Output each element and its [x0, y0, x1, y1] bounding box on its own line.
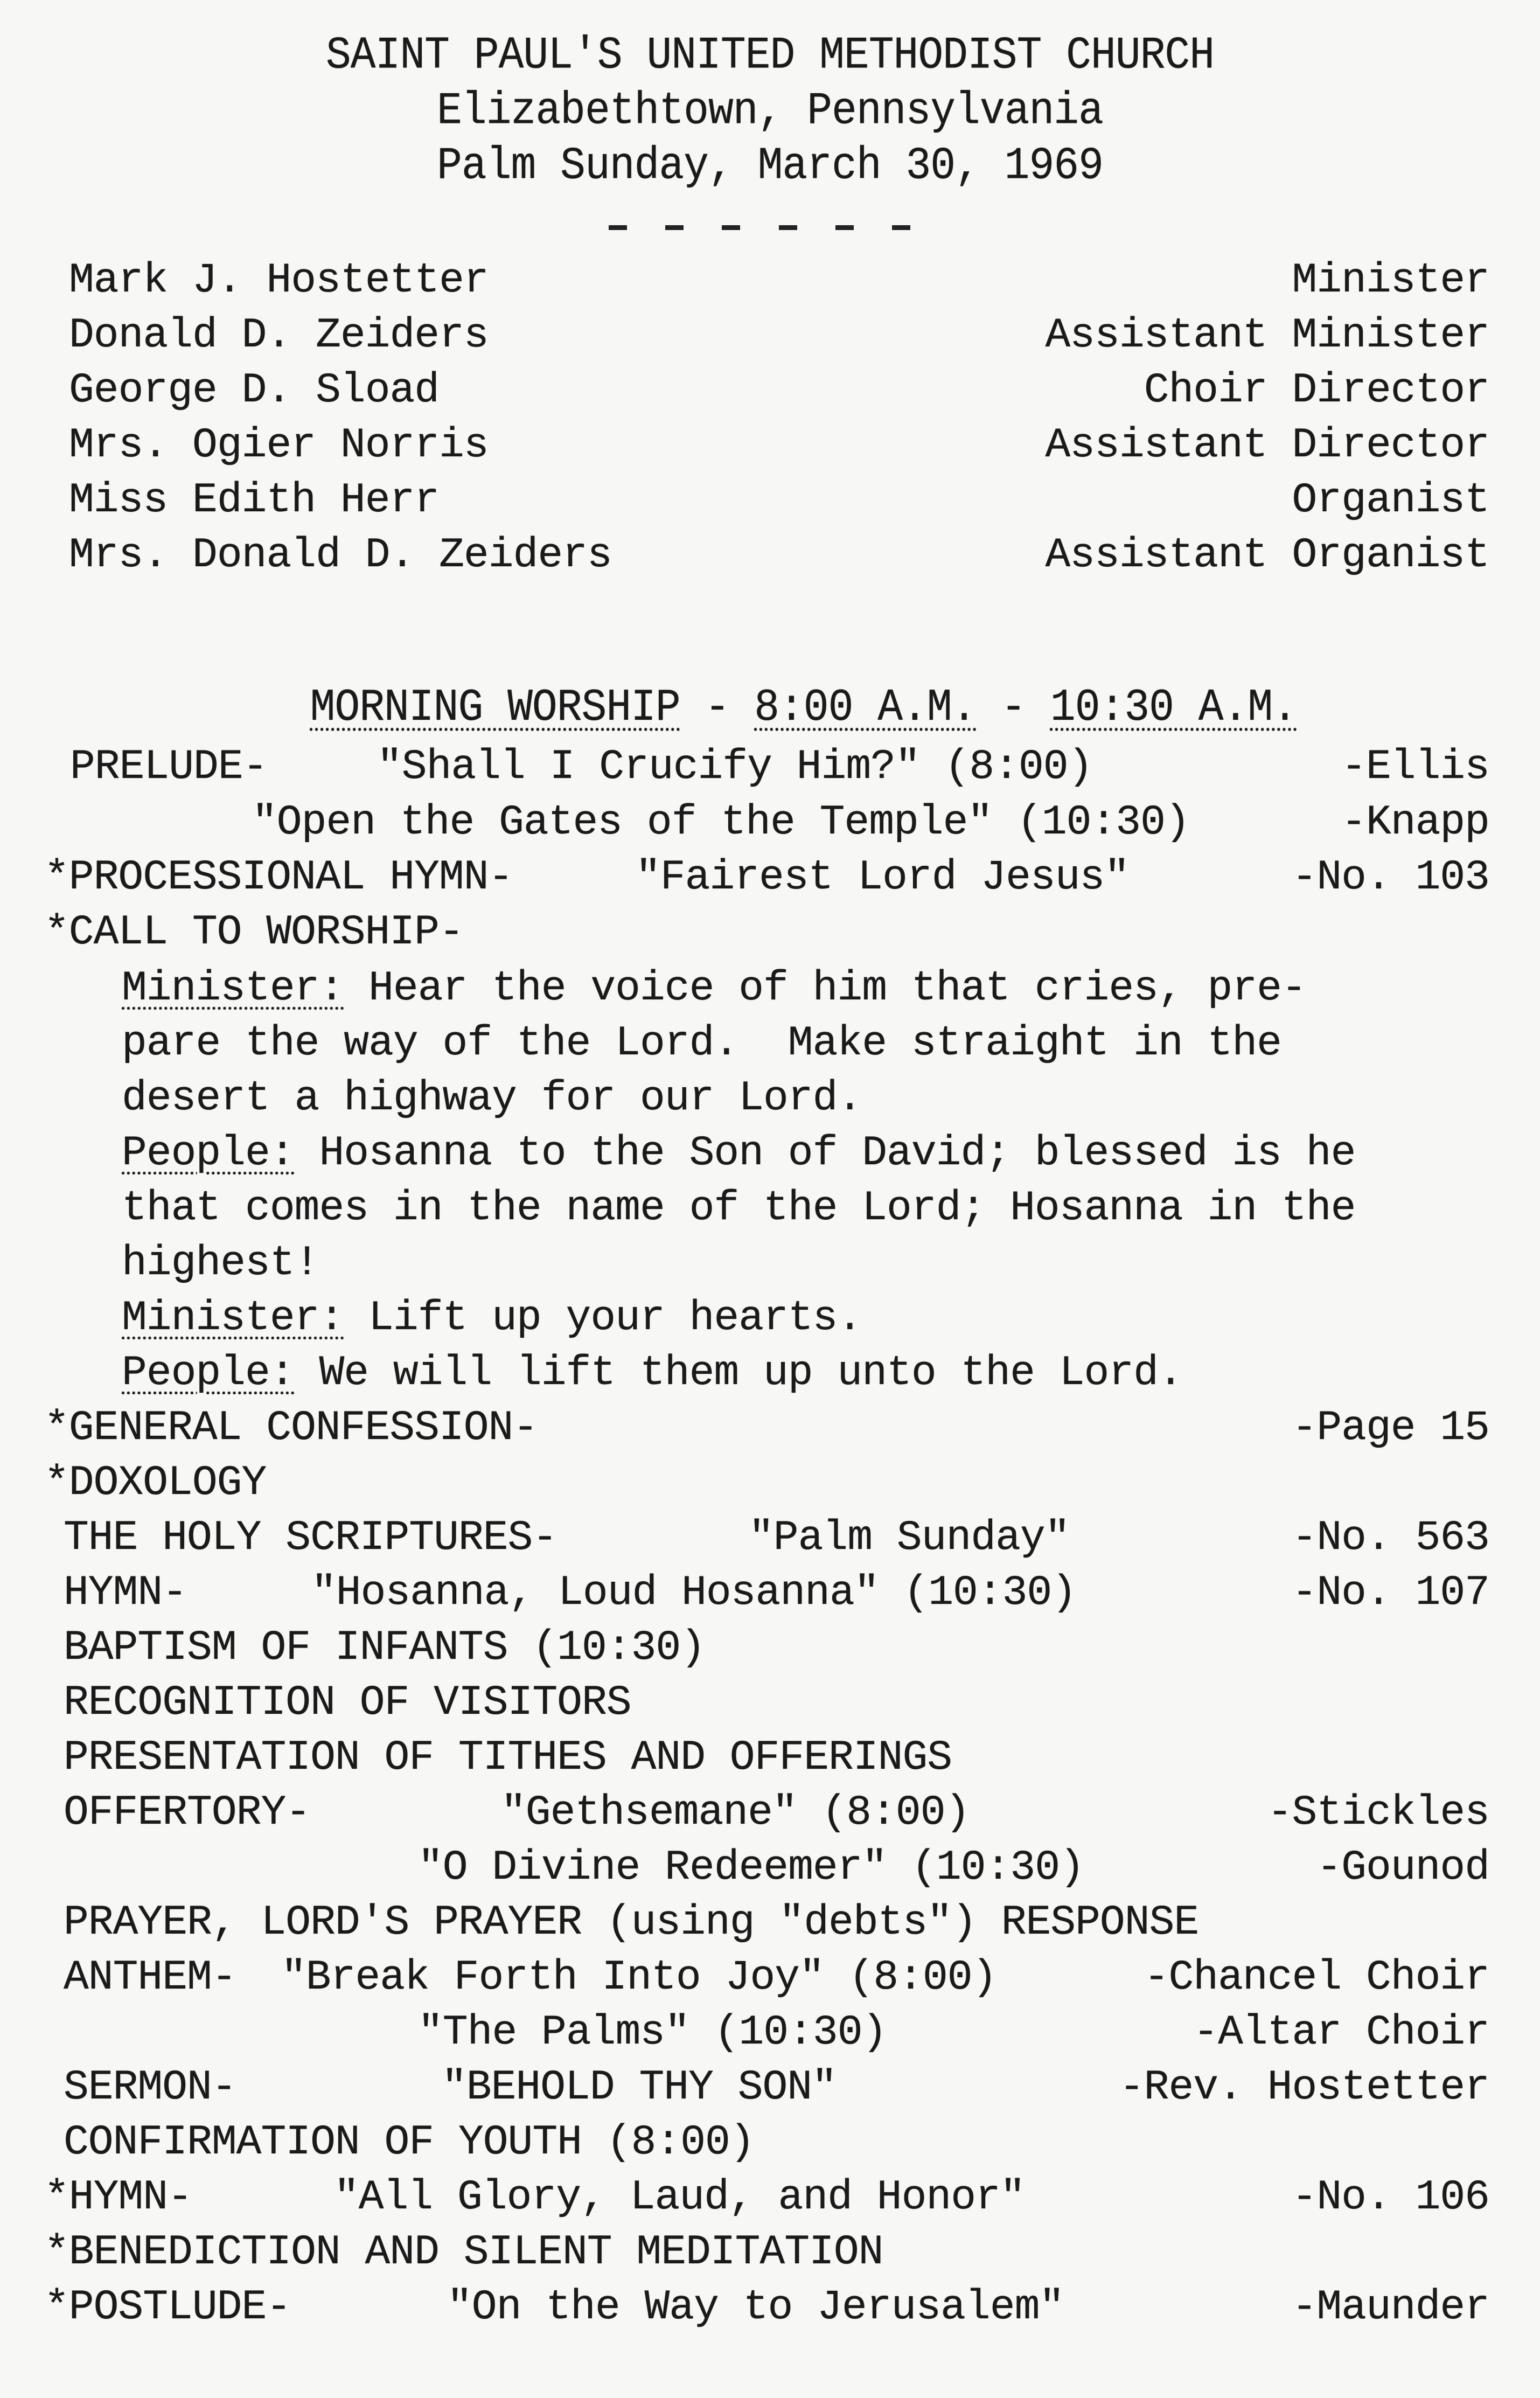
program-item-tithes [0, 1734, 1540, 1785]
item-credit: -No. 107 [1292, 1569, 1489, 1617]
service-heading: MORNING WORSHIP - 8:00 A.M. - 10:30 A.M. [310, 682, 1297, 734]
item-label: *POSTLUDE- [44, 2284, 291, 2331]
item-label: *HYMN- [44, 2174, 192, 2221]
item-label: ANTHEM- [64, 1954, 236, 2001]
staff-row [0, 312, 1540, 363]
litany-text: pare the way of the Lord. Make straight in the [122, 1020, 1281, 1067]
litany-text: Lift up your hearts. [344, 1295, 862, 1342]
item-title: "Gethsemane" (8:00) [501, 1789, 970, 1837]
item-label: *DOXOLOGY [44, 1459, 267, 1507]
program-item-call-to-worship [0, 909, 1540, 960]
staff-role: Assistant Minister [1045, 312, 1489, 359]
service-heading-title: MORNING WORSHIP [310, 682, 680, 734]
item-title: "On the Way to Jerusalem" [447, 2284, 1064, 2331]
staff-role: Organist [1292, 477, 1489, 524]
staff-row [0, 367, 1540, 418]
item-credit: -No. 563 [1292, 1514, 1489, 1562]
staff-name: Miss Edith Herr [69, 477, 440, 524]
program-item-offertory-2 [0, 1844, 1540, 1895]
service-time-early: 8:00 A.M. [754, 682, 977, 734]
staff-row [0, 534, 1540, 583]
item-credit: -No. 106 [1292, 2174, 1489, 2221]
litany-speaker: People: [122, 1350, 295, 1397]
staff-name: Donald D. Zeiders [69, 312, 489, 359]
item-credit: -Page 15 [1292, 1405, 1489, 1452]
program-item-anthem [0, 1954, 1540, 2005]
staff-row [0, 422, 1540, 473]
litany-line [0, 1297, 1540, 1346]
item-title: "The Palms" (10:30) [418, 2009, 887, 2056]
program-item-baptism [0, 1624, 1540, 1676]
staff-name: Mrs. Ogier Norris [69, 422, 489, 469]
item-label: THE HOLY SCRIPTURES- [64, 1514, 558, 1562]
litany-text: highest! [122, 1240, 319, 1287]
litany-line [0, 1132, 1540, 1181]
program-item-confirmation [0, 2119, 1540, 2170]
staff-name: George D. Sload [69, 367, 440, 414]
staff-role: Minister [1292, 257, 1489, 304]
item-title: "All Glory, Laud, and Honor" [334, 2174, 1025, 2221]
program-item-confession [0, 1407, 1540, 1456]
item-label: OFFERTORY- [64, 1789, 311, 1837]
item-credit: -Ellis [1341, 743, 1489, 791]
program-item-sermon [0, 2064, 1540, 2115]
program-item-prayer [0, 1899, 1540, 1950]
staff-role: Assistant Director [1045, 422, 1489, 469]
item-credit: -Rev. Hostetter [1119, 2064, 1489, 2111]
litany-line [0, 965, 1540, 1016]
item-credit: -Stickles [1267, 1789, 1489, 1837]
litany-line [0, 1352, 1540, 1401]
litany-text: Hear the voice of him that cries, pre- [344, 965, 1306, 1012]
item-label: PRESENTATION OF TITHES AND OFFERINGS [64, 1734, 952, 1782]
staff-role: Assistant Organist [1045, 532, 1489, 579]
item-credit: -Knapp [1341, 799, 1489, 846]
church-location: Elizabethtown, Pennsylvania [437, 86, 1103, 137]
staff-row [0, 479, 1540, 528]
item-credit: -Maunder [1292, 2284, 1489, 2331]
litany-line [0, 1020, 1540, 1071]
litany-speaker: Minister: [122, 965, 344, 1012]
litany-text: that comes in the name of the Lord; Hosanna in the [122, 1185, 1356, 1232]
litany-speaker: Minister: [122, 1295, 344, 1342]
item-credit: -No. 103 [1292, 854, 1489, 901]
item-label: SERMON- [64, 2064, 236, 2111]
item-title: "Break Forth Into Joy" (8:00) [281, 1954, 997, 2001]
litany-line [0, 1242, 1540, 1291]
program-item-scriptures [0, 1514, 1540, 1566]
program-item-doxology [0, 1459, 1540, 1511]
program-item-hymn [0, 1569, 1540, 1621]
item-label: RECOGNITION OF VISITORS [64, 1679, 631, 1727]
staff-name: Mrs. Donald D. Zeiders [69, 532, 612, 579]
program-item-offertory [0, 1789, 1540, 1840]
program-item-benediction [0, 2229, 1540, 2280]
program-item-visitors [0, 1679, 1540, 1730]
service-time-late: 10:30 A.M. [1050, 682, 1297, 734]
item-label: PRELUDE- [70, 743, 268, 791]
header-separator [609, 225, 910, 231]
item-title: "Palm Sunday" [749, 1514, 1070, 1562]
litany-line [0, 1187, 1540, 1236]
item-credit: -Gounod [1316, 1844, 1489, 1892]
item-label: *PROCESSIONAL HYMN- [44, 854, 513, 901]
item-label: HYMN- [64, 1569, 187, 1617]
program-item-postlude [0, 2286, 1540, 2335]
item-title: "Fairest Lord Jesus" [636, 854, 1130, 901]
program-item-anthem-2 [0, 2009, 1540, 2060]
item-label: BAPTISM OF INFANTS (10:30) [64, 1624, 705, 1672]
program-item-prelude [0, 743, 1540, 795]
item-title: "Open the Gates of the Temple" (10:30) [252, 799, 1190, 846]
litany-speaker: People: [122, 1130, 295, 1177]
item-credit: -Altar Choir [1193, 2009, 1489, 2056]
item-label: CONFIRMATION OF YOUTH (8:00) [64, 2119, 755, 2166]
litany-text: desert a highway for our Lord. [122, 1075, 862, 1122]
litany-text: We will lift them up unto the Lord. [294, 1350, 1183, 1397]
program-item-processional [0, 854, 1540, 905]
item-label: *GENERAL CONFESSION- [44, 1405, 538, 1452]
litany-text: Hosanna to the Son of David; blessed is he [294, 1130, 1356, 1177]
service-date: Palm Sunday, March 30, 1969 [437, 141, 1103, 192]
staff-role: Choir Director [1144, 367, 1489, 414]
litany-line [0, 1075, 1540, 1126]
staff-name: Mark J. Hostetter [69, 257, 489, 304]
item-label: PRAYER, LORD'S PRAYER (using "debts") RESPONSE [64, 1899, 1199, 1947]
item-title: "O Divine Redeemer" (10:30) [418, 1844, 1084, 1892]
item-label: *CALL TO WORSHIP- [44, 909, 464, 956]
program-item-closing-hymn [0, 2174, 1540, 2225]
item-title: "Shall I Crucify Him?" (8:00) [377, 743, 1093, 791]
item-label: *BENEDICTION AND SILENT MEDITATION [44, 2229, 883, 2276]
item-title: "BEHOLD THY SON" [442, 2064, 837, 2111]
church-name: SAINT PAUL'S UNITED METHODIST CHURCH [325, 30, 1215, 82]
item-title: "Hosanna, Loud Hosanna" (10:30) [311, 1569, 1077, 1617]
item-credit: -Chancel Choir [1144, 1954, 1489, 2001]
program-item-prelude-2 [0, 799, 1540, 850]
staff-row [0, 257, 1540, 308]
